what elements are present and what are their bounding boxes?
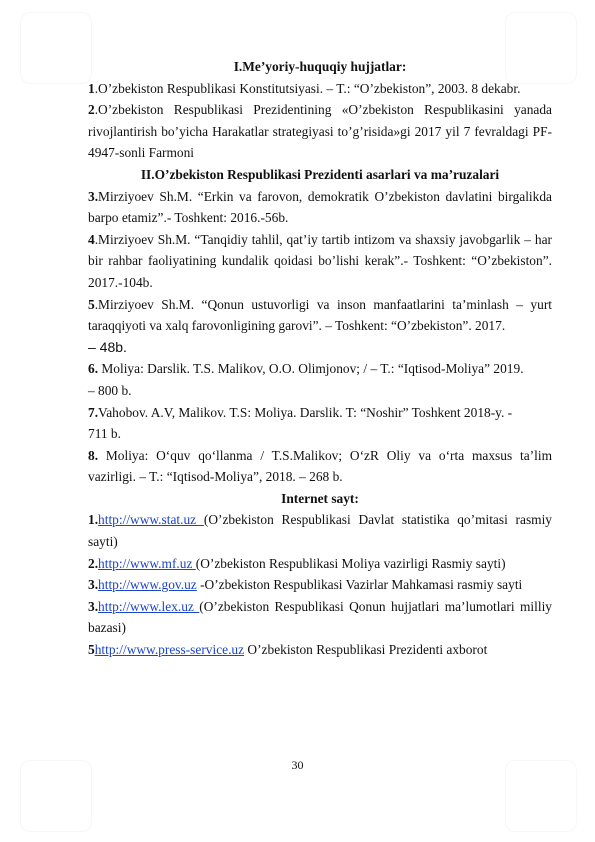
reference-item <box>88 294 552 337</box>
reference-number: 5 <box>88 296 95 312</box>
website-link[interactable]: http://www.gov.uz <box>98 577 197 593</box>
reference-item <box>88 186 552 229</box>
website-item <box>88 509 552 552</box>
reference-item <box>88 229 552 294</box>
website-description: (O’zbekiston Respublikasi Qonun hujjatlari ma’lumotlari milliy bazasi) <box>88 598 552 636</box>
reference-tail: – 800 b. <box>88 382 132 398</box>
website-link[interactable]: http://www.mf.uz <box>98 555 196 571</box>
website-number: 3. <box>88 598 99 614</box>
page-number: 30 <box>291 758 304 772</box>
website-description: -O’zbekiston Respublikasi Vazirlar Mahkamasi rasmiy sayti <box>196 577 523 593</box>
reference-number: 2 <box>88 102 95 118</box>
reference-number: 8. <box>88 447 99 463</box>
reference-item <box>88 402 552 424</box>
website-number: 1. <box>88 512 99 528</box>
reference-text: Moliya: O‘quv qo‘llanma / T.S.Malikov; O‘zR Oliy va o‘rta maxsus ta’lim vazirligi. – T.: “Iqtisod-Moliya”, 2018. – 268 b. <box>88 447 552 485</box>
section-heading-president-works: II.O’zbekiston Respublikasi Prezidenti asarlari va ma’ruzalari <box>140 166 500 182</box>
website-item <box>88 639 552 661</box>
website-item <box>88 596 552 639</box>
website-link[interactable]: http://www.stat.uz <box>98 512 204 528</box>
references-content <box>88 56 552 661</box>
reference-text: Moliya: Darslik. T.S. Malikov, O.O. Olimjonov; / – T.: “Iqtisod-Moliya” 2019. <box>98 361 524 377</box>
reference-item <box>88 78 552 100</box>
website-link[interactable]: http://www.press-service.uz <box>94 642 245 658</box>
reference-text: .Mirziyoev Sh.M. “Qonun ustuvorligi va inson manfaatlarini ta’minlash – yurt taraqqiyoti va xalq farovonligining garovi”. – Toshkent: “O’zbekiston”. 2017. <box>88 296 552 334</box>
website-description: O’zbekiston Respublikasi Prezidenti axborot <box>244 642 488 658</box>
reference-number: 4 <box>88 231 95 247</box>
website-item <box>88 574 552 596</box>
watermark-shape <box>20 12 92 84</box>
section-heading-normative: I.Me’yoriy-huquqiy hujjatlar: <box>233 59 407 74</box>
reference-number: 7. <box>88 404 99 420</box>
reference-text: Mirziyoev Sh.M. “Erkin va farovon, demokratik O’zbekiston davlatini birgalikda barpo etamiz”.- Toshkent: 2016.-56b. <box>88 188 552 226</box>
reference-number: 6. <box>88 361 99 377</box>
reference-text: .Mirziyoev Sh.M. “Tanqidiy tahlil, qat’iy tartib intizom va shaxsiy javobgarlik – har bir rahbar faoliyatining kundalik qoidasi bo’lishi kerak”.- Toshkent: “O’zbekiston”. 2017.-104b. <box>88 231 552 290</box>
website-number: 2. <box>88 555 99 571</box>
reference-text: .O’zbekiston Respublikasi Prezidentining «O’zbekiston Respublikasini yanada rivojlantirish bo’yicha Harakatlar strategiyasi to’g’risida»gi 2017 yil 7 fevraldagi PF-4947-sonli Farmoni <box>88 102 552 161</box>
website-item <box>88 553 552 575</box>
reference-number: 1 <box>88 80 95 96</box>
reference-number: 3. <box>88 188 99 204</box>
reference-item <box>88 358 552 380</box>
reference-item <box>88 445 552 488</box>
reference-text: Vahobov. A.V, Malikov. T.S: Moliya. Darslik. T: “Noshir” Toshkent 2018-y. - <box>98 404 513 420</box>
website-number: 3. <box>88 577 99 593</box>
reference-item <box>88 99 552 164</box>
website-description: (O’zbekiston Respublikasi Davlat statistika qo’mitasi rasmiy sayti) <box>88 512 552 550</box>
reference-tail: – 48b. <box>88 338 127 355</box>
reference-text: .O’zbekiston Respublikasi Konstitutsiyasi. – T.: “O’zbekiston”, 2003. 8 dekabr. <box>94 80 521 96</box>
section-heading-internet: Internet sayt: <box>281 490 359 506</box>
reference-tail: 711 b. <box>88 426 121 442</box>
website-number: 5 <box>88 642 95 658</box>
website-link[interactable]: http://www.lex.uz <box>98 598 200 614</box>
website-description: (O’zbekiston Respublikasi Moliya vazirligi Rasmiy sayti) <box>195 555 506 571</box>
